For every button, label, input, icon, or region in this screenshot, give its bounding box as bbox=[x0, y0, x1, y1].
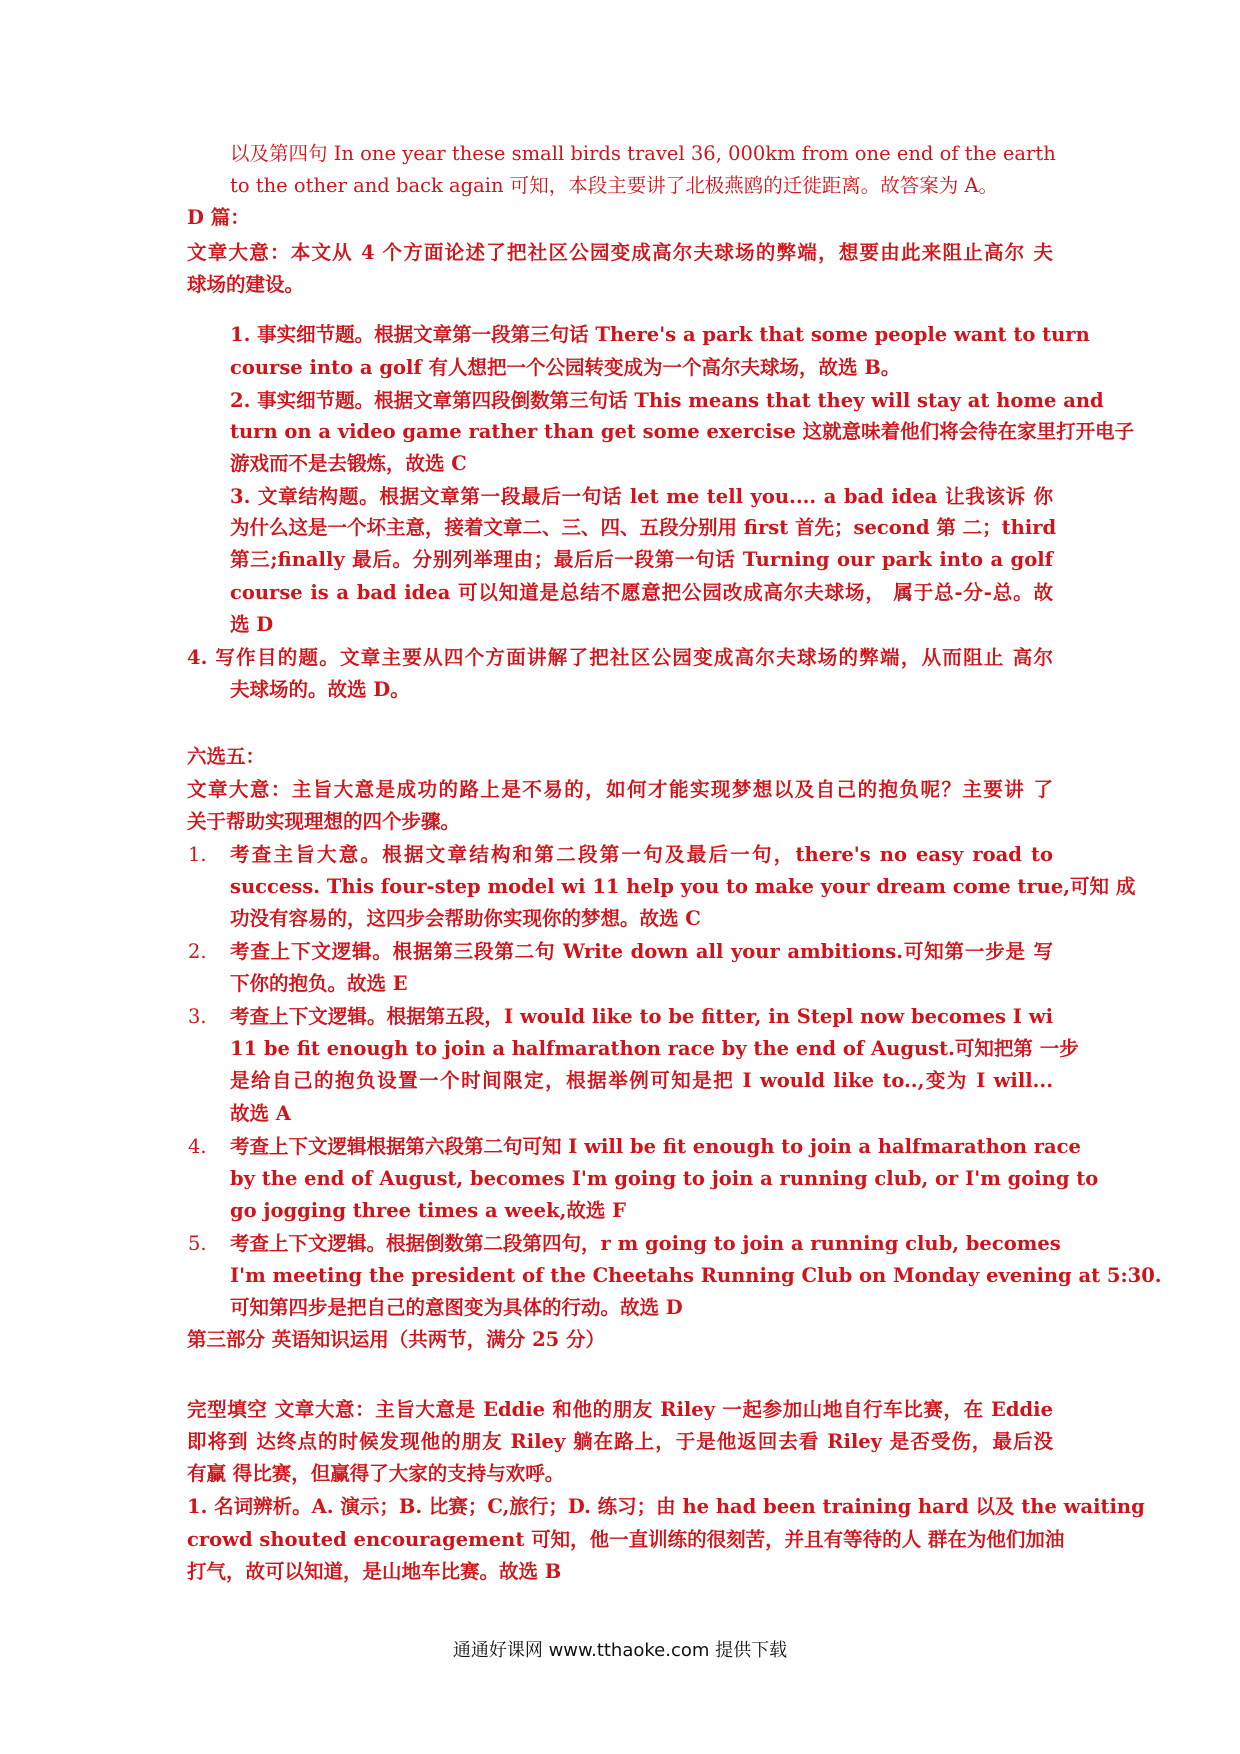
text-line: 考查主旨大意。根据文章结构和第二段第一句及最后一句，there's no easy road to bbox=[230, 843, 1053, 866]
text-line: course is a bad idea 可以知道是总结不愿意把公园改成高尔夫球场， 属于总-分-总。故 bbox=[230, 581, 1053, 604]
page-footer: 通通好课网 www.tthaoke.com 提供下载 bbox=[452, 1640, 788, 1661]
text-line: 第三;finally 最后。分别列举理由；最后后一段第一句话 Turning our park into a golf bbox=[230, 548, 1053, 571]
text-line: 即将到 达终点的时候发现他的朋友 Riley 躺在路上，于是他返回去看 Riley 是否受伤，最后没 bbox=[187, 1430, 1053, 1453]
text-line: 有赢 得比赛，但赢得了大家的支持与欢呼。 bbox=[187, 1462, 565, 1485]
text-line: to the other and back again 可知，本段主要讲了北极燕鸥的迁徙距离。故答案为 A。 bbox=[230, 174, 999, 197]
text-line: 是给自己的抱负设置一个时间限定，根据举例可知是把 I would like to..,变为 I will... bbox=[230, 1069, 1053, 1092]
text-line: turn on a video game rather than get some exercise 这就意味着他们将会待在家里打开电子 bbox=[230, 420, 1135, 443]
list-number: 4. bbox=[188, 1135, 207, 1158]
text-line: 功没有容易的，这四步会帮助你实现你的梦想。故选 C bbox=[230, 907, 701, 930]
text-line: 故选 A bbox=[230, 1102, 291, 1125]
list-number: 3. bbox=[188, 1005, 207, 1028]
text-line: 11 be fit enough to join a halfmarathon race by the end of August.可知把第 一步 bbox=[230, 1037, 1079, 1060]
section-heading: D 篇： bbox=[187, 206, 250, 229]
text-line: 夫球场的。故选 D。 bbox=[230, 678, 410, 701]
list-number: 1. bbox=[188, 843, 207, 866]
text-line: 打气，故可以知道，是山地车比赛。故选 B bbox=[187, 1560, 562, 1583]
text-line: crowd shouted encouragement 可知，他一直训练的很刻苦，并且有等待的人 群在为他们加油 bbox=[187, 1528, 1065, 1551]
text-line: 可知第四步是把自己的意图变为具体的行动。故选 D bbox=[230, 1296, 683, 1319]
text-line: 文章大意：本文从 4 个方面论述了把社区公园变成高尔夫球场的弊端，想要由此来阻止高尔 夫 bbox=[187, 241, 1053, 264]
text-line: course into a golf 有人想把一个公园转变成为一个高尔夫球场，故选 B。 bbox=[230, 356, 901, 379]
text-line: 以及第四句 In one year these small birds travel 36, 000km from one end of the earth bbox=[230, 142, 1056, 165]
text-line: 4. 写作目的题。文章主要从四个方面讲解了把社区公园变成高尔夫球场的弊端，从而阻止 高尔 bbox=[187, 646, 1053, 669]
text-line: 2. 事实细节题。根据文章第四段倒数第三句话 This means that they will stay at home and bbox=[230, 389, 1104, 412]
text-line: 下你的抱负。故选 E bbox=[230, 972, 408, 995]
text-line: 完型填空 文章大意：主旨大意是 Eddie 和他的朋友 Riley 一起参加山地自行车比赛，在 Eddie bbox=[187, 1398, 1053, 1421]
text-line: 3. 文章结构题。根据文章第一段最后一句话 let me tell you.... a bad idea 让我该诉 你 bbox=[230, 485, 1053, 508]
text-line: 游戏而不是去锻炼，故选 C bbox=[230, 452, 467, 475]
text-line: 球场的建设。 bbox=[187, 273, 305, 296]
text-line: go jogging three times a week,故选 F bbox=[230, 1199, 627, 1222]
text-line: 1. 名词辨析。A. 演示；B. 比赛；C,旅行；D. 练习；由 he had been training hard 以及 the waiting bbox=[187, 1495, 1145, 1518]
text-line: 考查上下文逻辑根据第六段第二句可知 I will be fit enough to join a halfmarathon race bbox=[230, 1135, 1081, 1158]
text-line: 选 D bbox=[230, 613, 274, 636]
text-line: by the end of August, becomes I'm going to join a running club, or I'm going to bbox=[230, 1167, 1099, 1190]
text-line: success. This four-step model wi 11 help you to make your dream come true,可知 成 bbox=[230, 875, 1136, 898]
text-line: 考查上下文逻辑。根据第三段第二句 Write down all your ambitions.可知第一步是 写 bbox=[230, 940, 1053, 963]
text-line: 为什么这是一个坏主意，接着文章二、三、四、五段分别用 first 首先；second 第 二；third bbox=[230, 516, 1057, 539]
text-line: 关于帮助实现理想的四个步骤。 bbox=[187, 810, 461, 833]
list-number: 5. bbox=[188, 1232, 207, 1255]
text-line: 文章大意：主旨大意是成功的路上是不易的，如何才能实现梦想以及自己的抱负呢？主要讲 了 bbox=[187, 778, 1053, 801]
text-line: 考查上下文逻辑。根据倒数第二段第四句，r m going to join a running club, becomes bbox=[230, 1232, 1061, 1255]
text-line: 考查上下文逻辑。根据第五段，I would like to be fitter, in Stepl now becomes I wi bbox=[230, 1005, 1053, 1028]
list-number: 2. bbox=[188, 940, 207, 963]
section-heading: 第三部分 英语知识运用（共两节，满分 25 分） bbox=[187, 1328, 606, 1351]
text-line: I'm meeting the president of the Cheetahs Running Club on Monday evening at 5:30. bbox=[230, 1264, 1162, 1287]
text-line: 1. 事实细节题。根据文章第一段第三句话 There's a park that some people want to turn bbox=[230, 323, 1090, 346]
section-heading: 六选五： bbox=[187, 745, 266, 768]
